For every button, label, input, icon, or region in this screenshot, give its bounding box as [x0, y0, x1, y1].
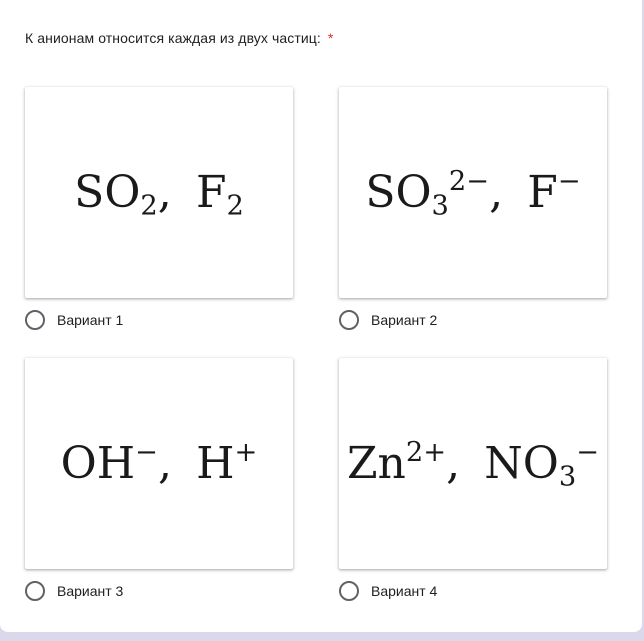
formula-subscript: 3 — [558, 461, 577, 493]
option-1-label: Вариант 1 — [57, 312, 124, 328]
option-1-choice[interactable] — [25, 310, 295, 330]
option-1-formula — [74, 167, 244, 222]
formula-separator: , — [157, 167, 172, 218]
formula-superscript: − — [557, 166, 581, 198]
option-1 — [25, 87, 295, 330]
option-4-image[interactable] — [339, 358, 607, 569]
option-4 — [339, 358, 609, 601]
formula-separator: , — [157, 438, 172, 489]
formula-separator: , — [489, 167, 504, 218]
option-3 — [25, 358, 295, 601]
option-2 — [339, 87, 609, 330]
option-2-choice[interactable] — [339, 310, 609, 330]
formula-part: Zn — [346, 438, 406, 489]
formula-subscript: 2 — [140, 190, 158, 222]
formula-superscript: − — [576, 437, 600, 469]
option-3-choice[interactable] — [25, 581, 295, 601]
radio-button[interactable] — [25, 581, 45, 601]
option-4-label: Вариант 4 — [371, 583, 438, 599]
option-2-label: Вариант 2 — [371, 312, 438, 328]
radio-button[interactable] — [339, 581, 359, 601]
formula-superscript: + — [234, 437, 258, 469]
option-3-formula — [61, 438, 258, 489]
question-text: К анионам относится каждая из двух частиц: — [25, 30, 321, 46]
option-1-image[interactable] — [25, 87, 293, 298]
formula-separator: , — [446, 438, 461, 489]
formula-part: SO — [365, 167, 432, 218]
formula-part: NO — [484, 438, 559, 489]
required-asterisk: * — [327, 30, 334, 46]
formula-part: SO — [74, 167, 141, 218]
formula-part: H — [196, 438, 235, 489]
formula-superscript: 2+ — [405, 437, 447, 469]
formula-superscript: 2− — [448, 166, 490, 198]
formula-part: F — [195, 167, 227, 218]
formula-subscript: 3 — [431, 190, 449, 222]
option-3-image[interactable] — [25, 358, 293, 569]
radio-button[interactable] — [25, 310, 45, 330]
option-4-formula — [346, 437, 600, 493]
option-2-formula — [365, 166, 581, 222]
formula-subscript: 2 — [226, 190, 244, 222]
option-4-choice[interactable] — [339, 581, 609, 601]
radio-button[interactable] — [339, 310, 359, 330]
question-title — [25, 30, 333, 46]
formula-part: F — [527, 167, 558, 218]
option-2-image[interactable] — [339, 87, 607, 298]
formula-superscript: − — [135, 437, 158, 469]
option-3-label: Вариант 3 — [57, 583, 124, 599]
formula-part: OH — [60, 438, 136, 489]
